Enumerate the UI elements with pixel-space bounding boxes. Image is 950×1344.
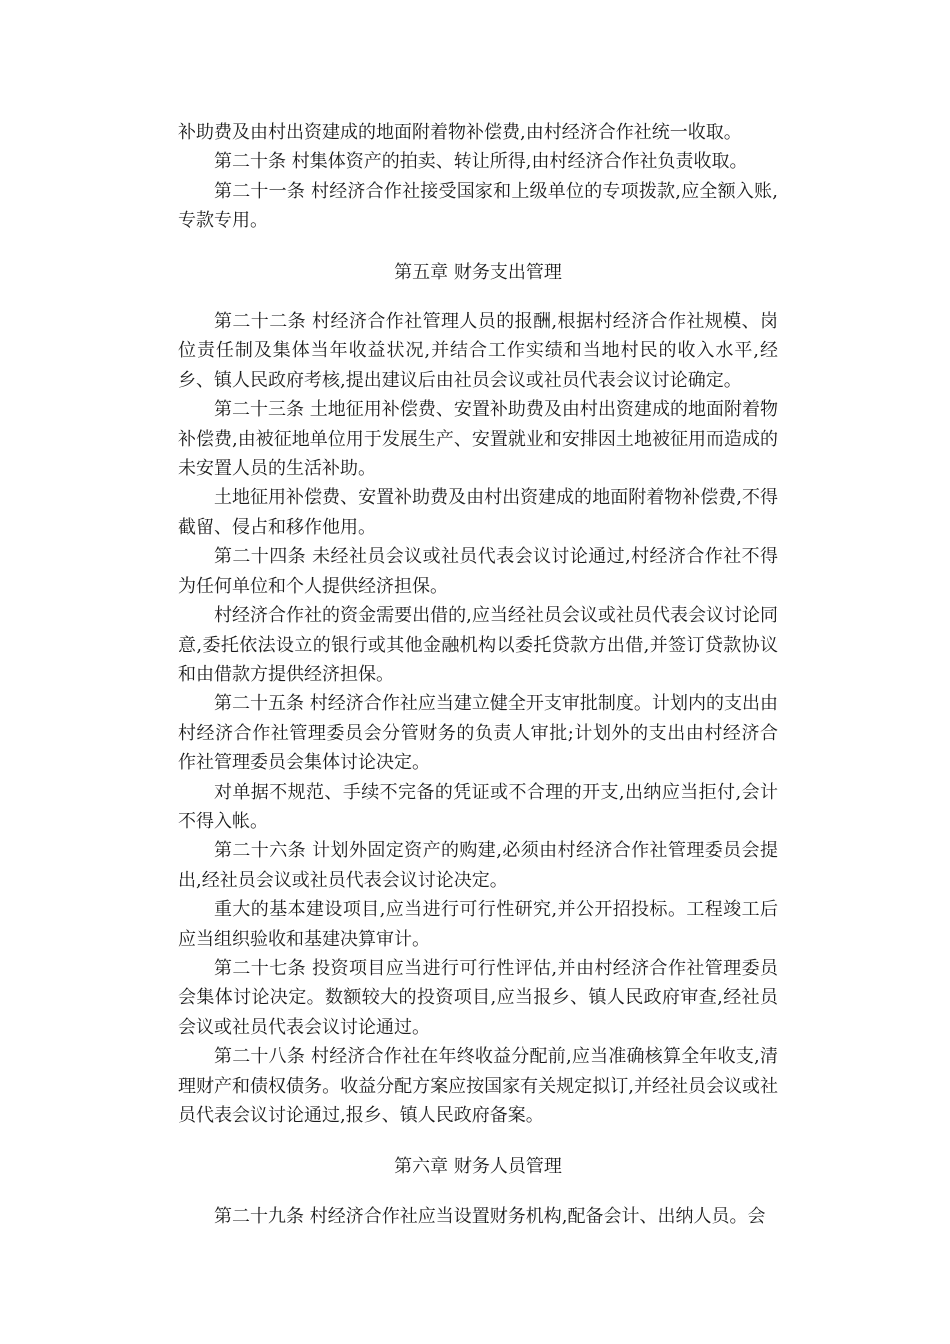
article-26-clause-2: 重大的基本建设项目,应当进行可行性研究,并公开招投标。工程竣工后应当组织验收和基建决算审计。 — [178, 899, 778, 950]
article-24-clause-2: 村经济合作社的资金需要出借的,应当经社员会议或社员代表会议讨论同意,委托依法设立的银行或其他金融机构以委托贷款方出借,并签订贷款协议和由借款方提供经济担保。 — [178, 605, 778, 685]
article-25-clause-2: 对单据不规范、手续不完备的凭证或不合理的开支,出纳应当拒付,会计不得入帐。 — [178, 781, 778, 832]
chapter-6-heading: 第六章 财务人员管理 — [394, 1156, 562, 1178]
article-23-clause-2: 土地征用补偿费、安置补助费及由村出资建成的地面附着物补偿费,不得截留、侵占和移作他用。 — [178, 487, 778, 538]
paragraph-continuation: 补助费及由村出资建成的地面附着物补偿费,由村经济合作社统一收取。 — [178, 122, 742, 143]
article-21: 第二十一条 村经济合作社接受国家和上级单位的专项拨款,应全额入账,专款专用。 — [178, 180, 778, 232]
article-22: 第二十二条 村经济合作社管理人员的报酬,根据村经济合作社规模、岗位责任制及集体当年收益状况,并结合工作实绩和当地村民的收入水平,经乡、镇人民政府考核,提出建议后由社员会议或社员代表会议讨论确定。 — [178, 311, 778, 391]
article-23: 第二十三条 土地征用补偿费、安置补助费及由村出资建成的地面附着物补偿费,由被征地单位用于发展生产、安置就业和安排因土地被征用而造成的未安置人员的生活补助。 — [178, 399, 778, 480]
document-body — [178, 118, 778, 1231]
article-20: 第二十条 村集体资产的拍卖、转让所得,由村经济合作社负责收取。 — [214, 151, 748, 173]
article-28: 第二十八条 村经济合作社在年终收益分配前,应当准确核算全年收支,清理财产和债权债务。收益分配方案应按国家有关规定拟订,并经社员会议或社员代表会议讨论通过,报乡、镇人民政府备案。 — [178, 1046, 778, 1126]
article-26: 第二十六条 计划外固定资产的购建,必须由村经济合作社管理委员会提出,经社员会议或社员代表会议讨论决定。 — [178, 840, 778, 891]
article-24: 第二十四条 未经社员会议或社员代表会议讨论通过,村经济合作社不得为任何单位和个人提供经济担保。 — [178, 546, 778, 597]
article-27: 第二十七条 投资项目应当进行可行性评估,并由村经济合作社管理委员会集体讨论决定。数额较大的投资项目,应当报乡、镇人民政府审查,经社员会议或社员代表会议讨论通过。 — [178, 957, 778, 1038]
chapter-5-heading: 第五章 财务支出管理 — [394, 261, 562, 283]
article-25: 第二十五条 村经济合作社应当建立健全开支审批制度。计划内的支出由村经济合作社管理委员会分管财务的负责人审批;计划外的支出由村经济合作社管理委员会集体讨论决定。 — [178, 693, 778, 774]
article-29: 第二十九条 村经济合作社应当设置财务机构,配备会计、出纳人员。会 — [214, 1205, 766, 1227]
